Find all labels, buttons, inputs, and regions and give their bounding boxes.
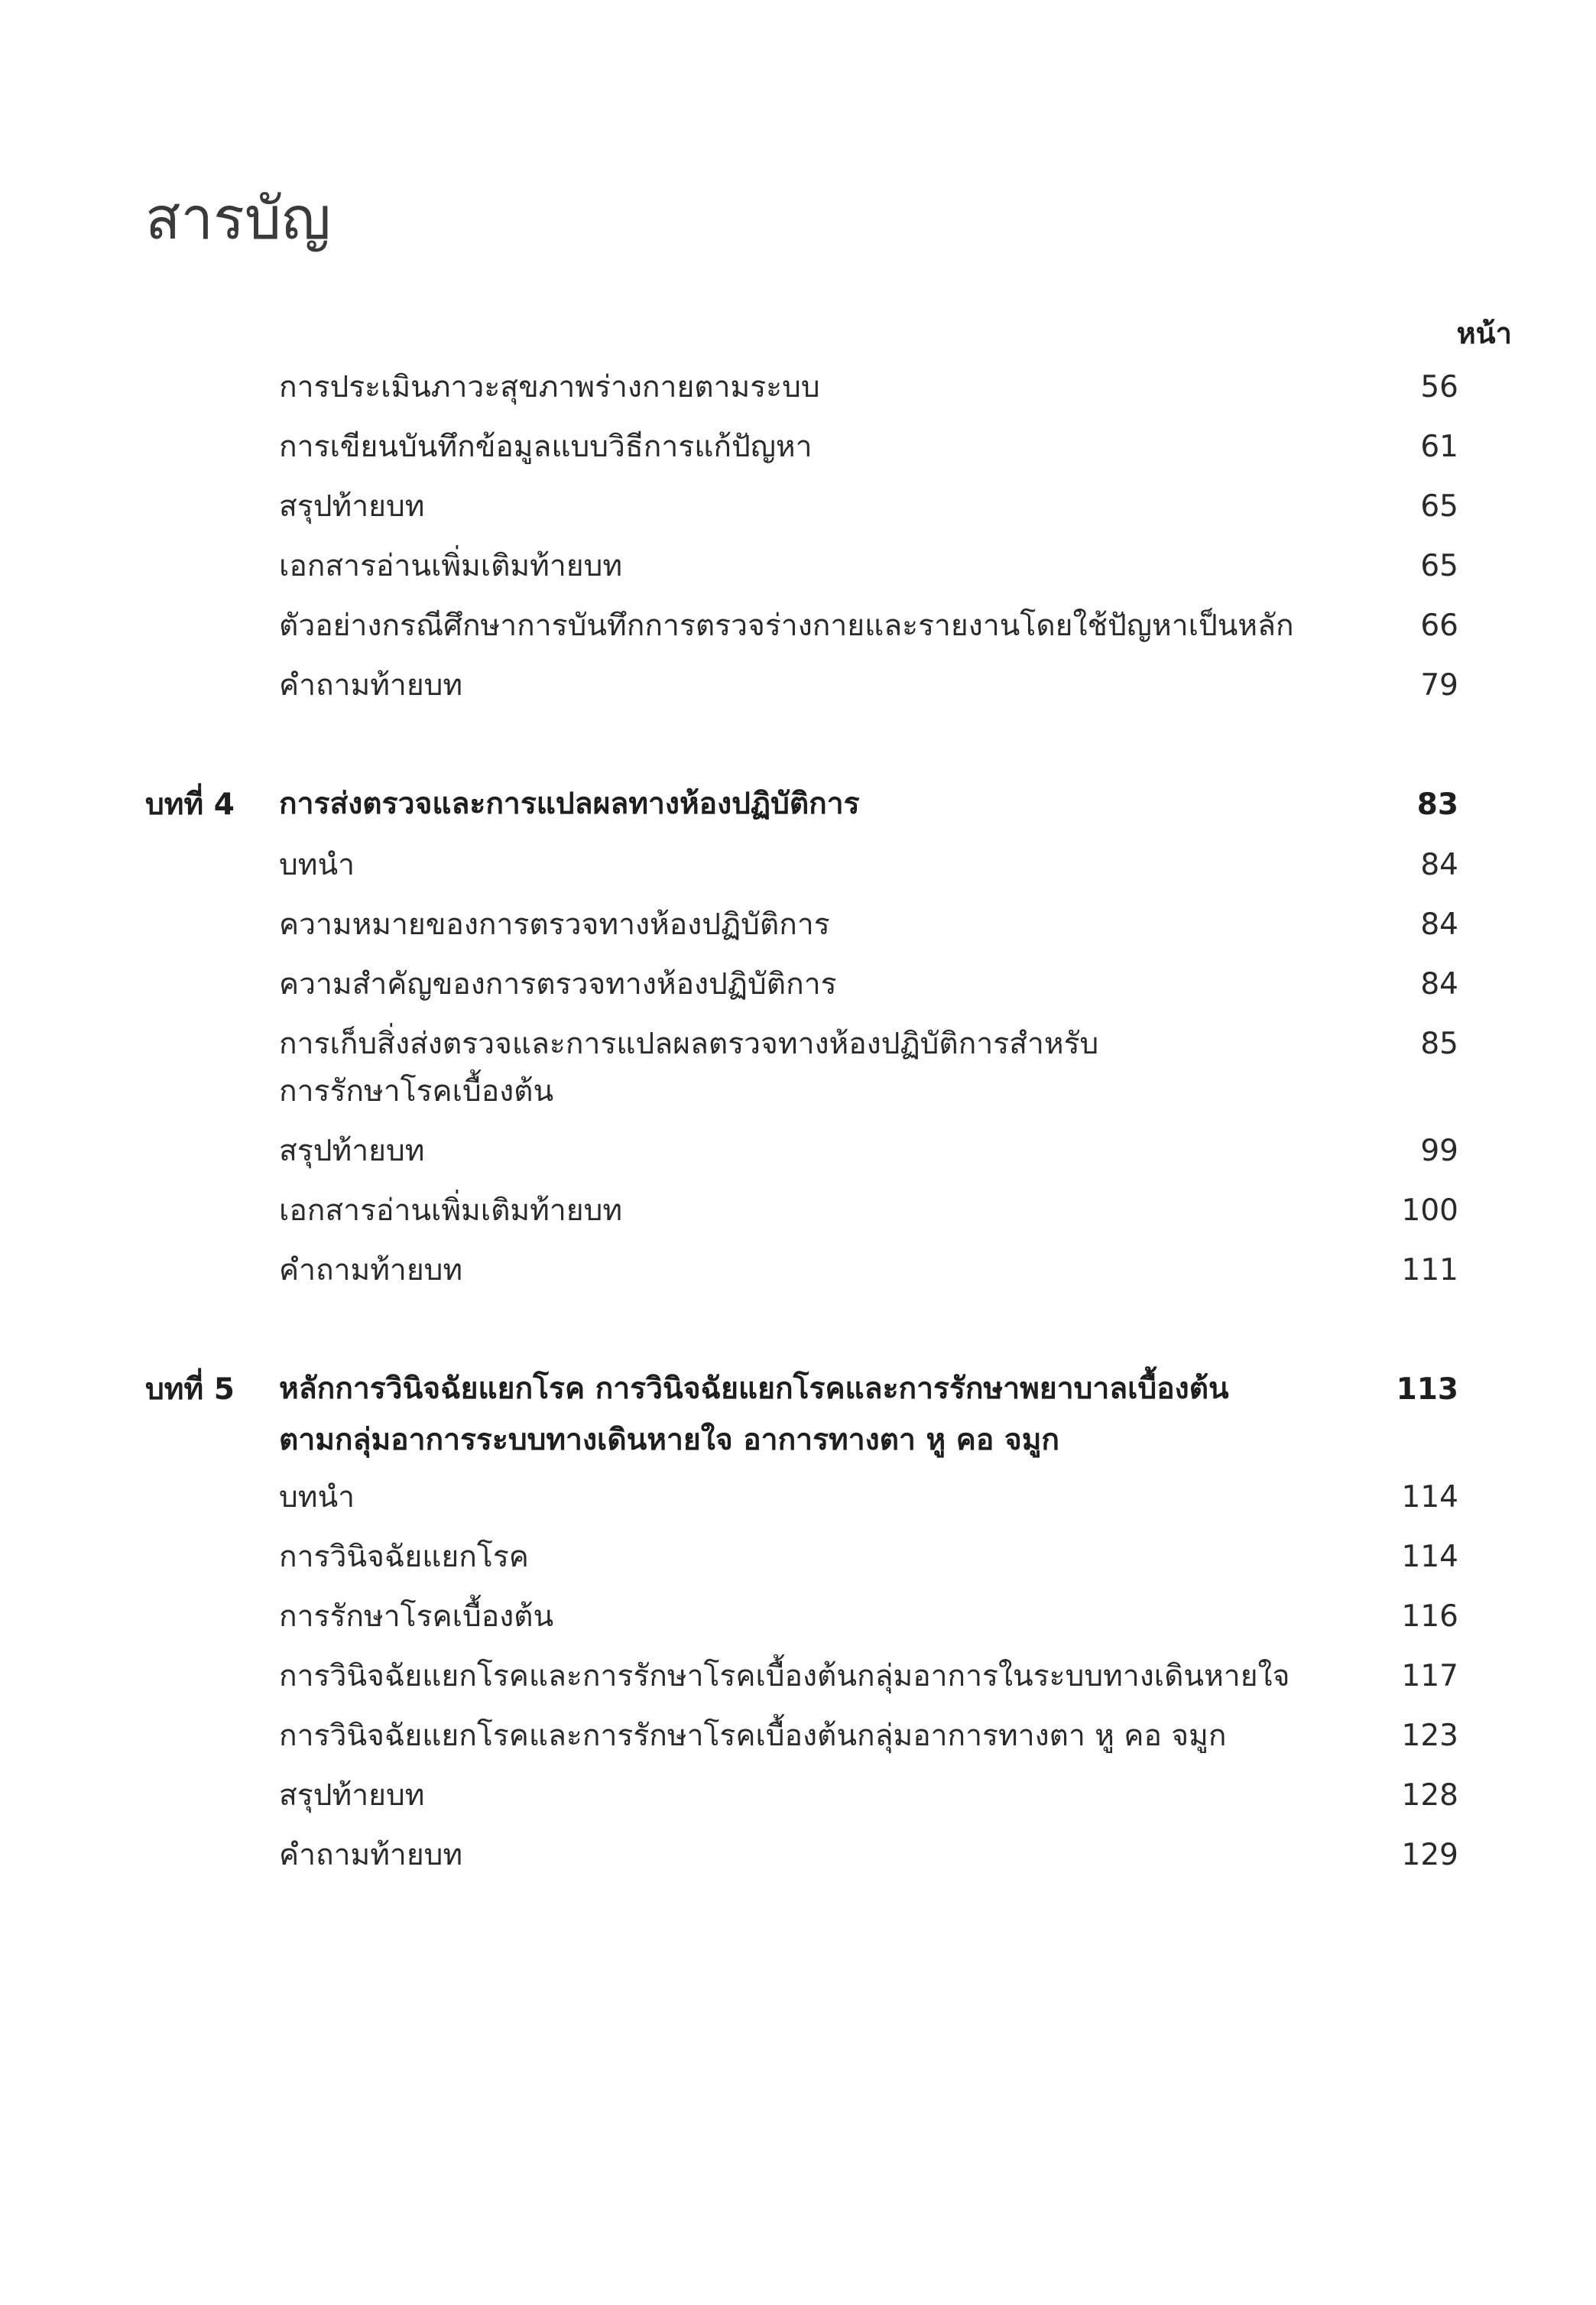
toc-page-number: 129 bbox=[1401, 1838, 1458, 1872]
toc-entry: การรักษาโรคเบื้องต้น bbox=[279, 1599, 554, 1634]
toc-page-number: 114 bbox=[1401, 1480, 1458, 1514]
toc-page-number: 114 bbox=[1401, 1540, 1458, 1574]
toc-entry: คำถามท้ายบท bbox=[279, 1253, 463, 1287]
toc-entry: ตัวอย่างกรณีศึกษาการบันทึกการตรวจร่างกายและรายงานโดยใช้ปัญหาเป็นหลัก bbox=[279, 609, 1294, 643]
toc-page-number: 111 bbox=[1401, 1253, 1458, 1287]
toc-entry: สรุปท้ายบท bbox=[279, 1134, 425, 1168]
toc-entry: เอกสารอ่านเพิ่มเติมท้ายบท bbox=[279, 549, 623, 583]
toc-entry: ความหมายของการตรวจทางห้องปฏิบัติการ bbox=[279, 907, 830, 942]
toc-entry: คำถามท้ายบท bbox=[279, 668, 463, 703]
toc-page-number: 84 bbox=[1420, 967, 1458, 1002]
toc-page-number: 116 bbox=[1401, 1599, 1458, 1634]
toc-page-number: 65 bbox=[1420, 489, 1458, 524]
chapter-5-title-line-1: หลักการวินิจฉัยแยกโรค การวินิจฉัยแยกโรคและการรักษาพยาบาลเบื้องต้น bbox=[279, 1372, 1229, 1406]
chapter-5-label: บทที่ 5 bbox=[145, 1372, 235, 1407]
toc-page-number: 84 bbox=[1420, 907, 1458, 942]
toc-page-number: 56 bbox=[1420, 370, 1458, 404]
toc-page-number: 65 bbox=[1420, 549, 1458, 583]
toc-entry-continuation: การรักษาโรคเบื้องต้น bbox=[279, 1074, 554, 1109]
toc-entry: การวินิจฉัยแยกโรค bbox=[279, 1540, 529, 1574]
chapter-4-title: การส่งตรวจและการแปลผลทางห้องปฏิบัติการ bbox=[279, 787, 860, 821]
chapter-4-label: บทที่ 4 bbox=[145, 787, 235, 822]
toc-page-number: 128 bbox=[1401, 1778, 1458, 1813]
toc-page-number: 84 bbox=[1420, 848, 1458, 882]
page-column-header: หน้า bbox=[1456, 317, 1512, 350]
toc-page-number: 99 bbox=[1420, 1134, 1458, 1168]
toc-entry: สรุปท้ายบท bbox=[279, 489, 425, 524]
toc-page-number: 117 bbox=[1401, 1659, 1458, 1693]
chapter-5-page-number: 113 bbox=[1396, 1372, 1458, 1407]
toc-page-number: 100 bbox=[1401, 1193, 1458, 1228]
page-title: สารบัญ bbox=[145, 184, 331, 252]
toc-entry: บทนำ bbox=[279, 848, 355, 882]
toc-entry: การวินิจฉัยแยกโรคและการรักษาโรคเบื้องต้นกลุ่มอาการในระบบทางเดินหายใจ bbox=[279, 1659, 1290, 1693]
toc-entry: คำถามท้ายบท bbox=[279, 1838, 463, 1872]
toc-page-number: 79 bbox=[1420, 668, 1458, 703]
toc-entry: การประเมินภาวะสุขภาพร่างกายตามระบบ bbox=[279, 370, 820, 404]
toc-page-number: 61 bbox=[1420, 430, 1458, 464]
toc-entry: เอกสารอ่านเพิ่มเติมท้ายบท bbox=[279, 1193, 623, 1228]
toc-entry: การวินิจฉัยแยกโรคและการรักษาโรคเบื้องต้นกลุ่มอาการทางตา หู คอ จมูก bbox=[279, 1719, 1227, 1753]
toc-page-number: 85 bbox=[1420, 1027, 1458, 1061]
chapter-5-title-line-2: ตามกลุ่มอาการระบบทางเดินหายใจ อาการทางตา หู คอ จมูก bbox=[279, 1423, 1060, 1457]
toc-entry: สรุปท้ายบท bbox=[279, 1778, 425, 1813]
toc-page-number: 123 bbox=[1401, 1719, 1458, 1753]
toc-page-number: 66 bbox=[1420, 609, 1458, 643]
chapter-4-page-number: 83 bbox=[1416, 787, 1458, 822]
toc-entry: บทนำ bbox=[279, 1480, 355, 1514]
toc-entry: ความสำคัญของการตรวจทางห้องปฏิบัติการ bbox=[279, 967, 837, 1002]
toc-entry: การเขียนบันทึกข้อมูลแบบวิธีการแก้ปัญหา bbox=[279, 430, 813, 464]
toc-entry: การเก็บสิ่งส่งตรวจและการแปลผลตรวจทางห้องปฏิบัติการสำหรับ bbox=[279, 1027, 1099, 1061]
